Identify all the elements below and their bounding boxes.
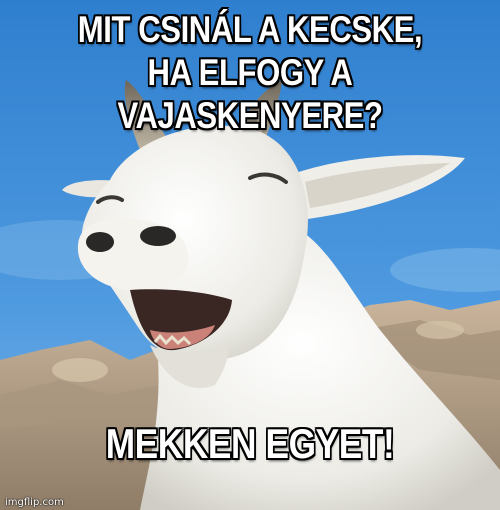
imgflip-watermark: imgflip.com: [5, 497, 64, 508]
goat-nostril-right: [140, 226, 176, 246]
goat-nostril-left: [86, 232, 114, 252]
bottom-caption: MEKKEN EGYET!: [105, 420, 395, 467]
top-caption-line-2: HA ELFOGY A VAJASKENYERE?: [117, 52, 383, 136]
top-caption-line-1: MIT CSINÁL A KECSKE,: [77, 9, 423, 50]
top-caption: [40, 8, 460, 137]
